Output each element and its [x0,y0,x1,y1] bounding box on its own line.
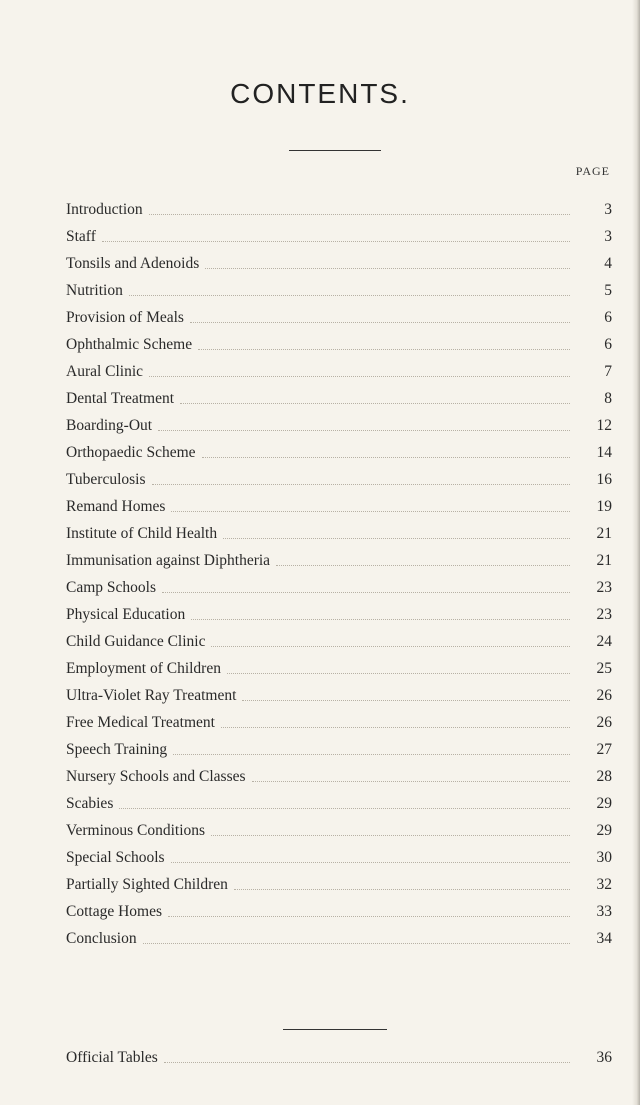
dot-leader [173,753,570,755]
toc-entry-page: 8 [604,389,612,407]
title-rule [289,150,381,151]
dot-leader [168,915,570,917]
toc-entry[interactable] [66,439,612,466]
toc-entry[interactable] [66,682,612,709]
toc-entry-label: Physical Education [66,605,186,623]
toc-entry[interactable] [66,493,612,520]
toc-entry[interactable] [66,466,612,493]
toc-entry-label: Dental Treatment [66,389,175,407]
toc-entry[interactable] [66,250,612,277]
toc-entry-page: 12 [596,416,612,434]
toc-entry[interactable] [66,844,612,871]
dot-leader [191,618,570,620]
toc-entry-label: Orthopaedic Scheme [66,443,196,461]
toc-entry-label: Camp Schools [66,578,156,596]
toc-entry[interactable] [66,817,612,844]
toc-entry-label: Boarding-Out [66,416,153,434]
toc-entry-page: 24 [596,632,612,650]
toc-entry-label: Staff [66,227,96,245]
toc-entry-page: 30 [596,848,612,866]
toc-entry-page: 25 [596,659,612,677]
toc-entry-label: Provision of Meals [66,308,184,326]
dot-leader [102,240,570,242]
toc-entry-label: Partially Sighted Children [66,875,228,893]
dot-leader [242,699,570,701]
toc-entry[interactable] [66,628,612,655]
toc-entry-page: 5 [604,281,612,299]
toc-entry[interactable] [66,358,612,385]
toc-entry[interactable] [66,763,612,790]
dot-leader [171,861,570,863]
toc-entry[interactable] [66,736,612,763]
toc-entry-label: Verminous Conditions [66,821,206,839]
toc-entry-page: 26 [596,686,612,704]
toc-entry-page: 32 [596,875,612,893]
page-column-header: PAGE [575,164,610,178]
toc-entry[interactable] [66,925,612,952]
page-title: CONTENTS. [230,78,410,109]
dot-leader [149,375,570,377]
toc-entry[interactable] [66,412,612,439]
toc-entry-label: Introduction [66,200,143,218]
toc-entry-label: Free Medical Treatment [66,713,215,731]
toc-entry-label: Cottage Homes [66,902,162,920]
dot-leader [171,510,570,512]
toc-entry-label: Scabies [66,794,114,812]
dot-leader [119,807,570,809]
toc-entry-page: 23 [596,578,612,596]
toc-entry[interactable] [66,790,612,817]
toc-entry[interactable] [66,304,612,331]
toc-entry[interactable] [66,601,612,628]
toc-entry[interactable] [66,655,612,682]
toc-entry-page: 23 [596,605,612,623]
toc-entry-page: 4 [604,254,612,272]
toc-entry-label: Nutrition [66,281,123,299]
toc-entry-page: 29 [596,794,612,812]
toc-entry-label: Ultra-Violet Ray Treatment [66,686,237,704]
toc-entry-page: 28 [596,767,612,785]
toc-entry-page: 3 [604,200,612,218]
toc-entry-label: Nursery Schools and Classes [66,767,246,785]
toc-entry-label: Speech Training [66,740,168,758]
dot-leader [227,672,570,674]
toc-entry[interactable] [66,709,612,736]
dot-leader [252,780,570,782]
toc-entry-label: Official Tables [66,1048,158,1066]
toc-entry-page: 21 [596,524,612,542]
section-rule [283,1029,387,1030]
toc-entry-page: 7 [604,362,612,380]
toc-entry[interactable] [66,223,612,250]
toc-entry-label: Ophthalmic Scheme [66,335,193,353]
official-tables-entry [66,1044,612,1071]
dot-leader [211,645,570,647]
dot-leader [202,456,570,458]
dot-leader [149,213,570,215]
toc-entry[interactable] [66,574,612,601]
toc-entry-label: Institute of Child Health [66,524,218,542]
dot-leader [223,537,570,539]
toc-entry-label: Employment of Children [66,659,221,677]
toc-entry-page: 19 [596,497,612,515]
dot-leader [205,267,570,269]
toc-entry[interactable] [66,871,612,898]
dot-leader [158,429,570,431]
page-edge-shadow [632,0,640,1105]
toc-entry[interactable] [66,277,612,304]
toc-entry-label: Conclusion [66,929,137,947]
toc-entry[interactable] [66,898,612,925]
dot-leader [129,294,570,296]
toc-entry-page: 3 [604,227,612,245]
toc-entry[interactable] [66,385,612,412]
toc-entry-label: Tonsils and Adenoids [66,254,200,272]
toc-entry[interactable] [66,547,612,574]
dot-leader [180,402,570,404]
toc-entry-page: 16 [596,470,612,488]
toc-entry-page: 29 [596,821,612,839]
dot-leader [190,321,570,323]
toc-entry-page: 34 [596,929,612,947]
toc-entry-label: Tuberculosis [66,470,146,488]
toc-entry-page: 14 [596,443,612,461]
dot-leader [234,888,570,890]
dot-leader [152,483,570,485]
toc-entry-page: 21 [596,551,612,569]
toc-entry-page: 6 [604,335,612,353]
dot-leader [276,564,570,566]
toc-entry-page: 26 [596,713,612,731]
toc-entry-label: Remand Homes [66,497,166,515]
dot-leader [211,834,570,836]
table-of-contents [66,196,612,952]
toc-entry-page: 36 [596,1048,612,1066]
toc-entry-label: Aural Clinic [66,362,144,380]
toc-entry[interactable] [66,520,612,547]
toc-entry[interactable] [66,331,612,358]
dot-leader [162,591,570,593]
toc-entry-page: 33 [596,902,612,920]
toc-entry-page: 27 [596,740,612,758]
dot-leader [221,726,570,728]
toc-entry[interactable] [66,1044,612,1071]
dot-leader [164,1061,570,1063]
toc-entry-page: 6 [604,308,612,326]
dot-leader [143,942,570,944]
toc-entry[interactable] [66,196,612,223]
dot-leader [198,348,570,350]
toc-entry-label: Special Schools [66,848,165,866]
toc-entry-label: Immunisation against Diphtheria [66,551,271,569]
toc-entry-label: Child Guidance Clinic [66,632,206,650]
